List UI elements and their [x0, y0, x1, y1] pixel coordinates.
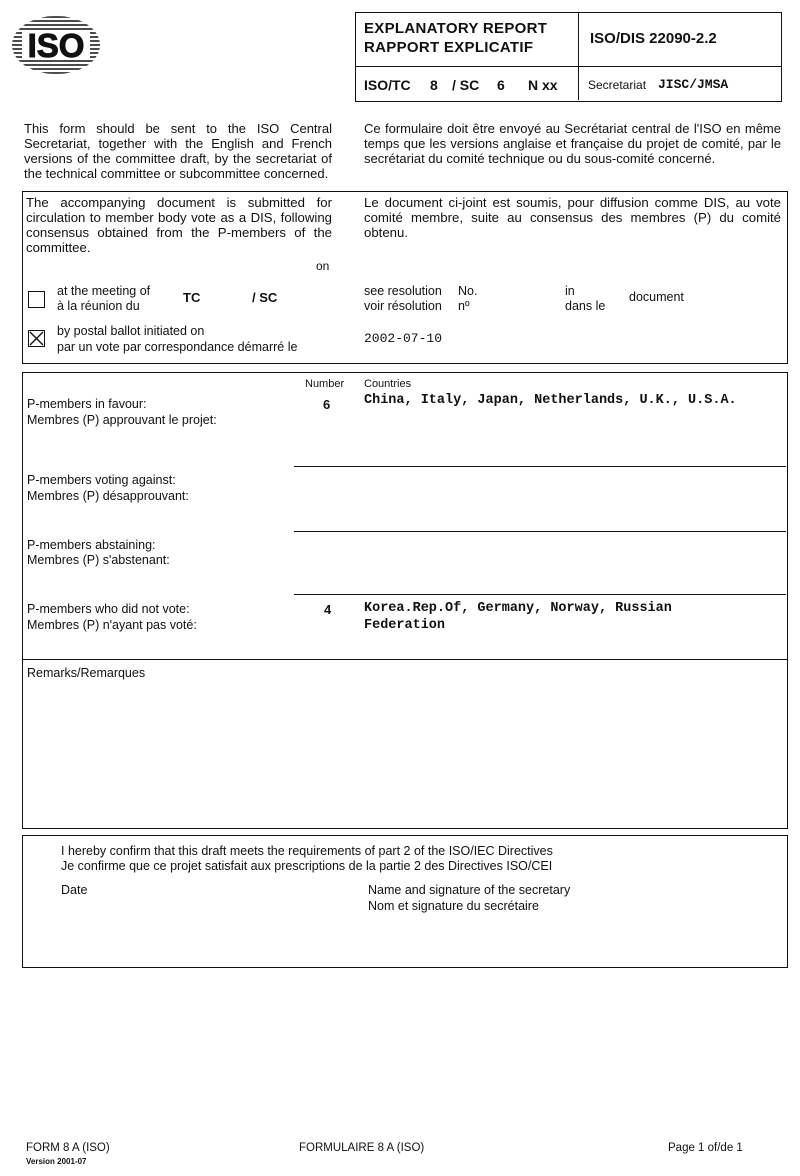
- against-fr: Membres (P) désapprouvant:: [27, 489, 189, 503]
- document-number: ISO/DIS 22090-2.2: [590, 30, 717, 47]
- svg-text:ISO: ISO: [27, 27, 85, 64]
- meeting-fr: à la réunion du: [57, 299, 140, 313]
- tc-value: 8: [430, 77, 438, 93]
- resolution-no-fr: nº: [458, 299, 470, 313]
- meeting-en: at the meeting of: [57, 284, 151, 298]
- sc-label: / SC: [452, 77, 480, 93]
- favour-number: 6: [323, 397, 331, 412]
- title-en: EXPLANATORY REPORT: [364, 20, 548, 37]
- intro-en: This form should be sent to the ISO Central Secretariat, together with the English and French versions of the committee draft, by the secretariat of the technical committee or subcommittee concerned.: [24, 121, 332, 181]
- resolution-no-en: No.: [458, 284, 478, 298]
- abstain-fr: Membres (P) s'abstenant:: [27, 553, 170, 567]
- submission-en: The accompanying document is submitted for circulation to member body vote as a DIS, following consensus obtained from the P-members of the committee.: [26, 195, 332, 255]
- date-label: Date: [61, 883, 88, 897]
- abstain-en: P-members abstaining:: [27, 538, 156, 552]
- remarks-area[interactable]: [24, 684, 784, 824]
- novote-countries-line2: Federation: [364, 618, 446, 633]
- divider: [22, 659, 787, 660]
- name-signature-en: Name and signature of the secretary: [368, 883, 571, 897]
- favour-fr: Membres (P) approuvant le projet:: [27, 413, 217, 427]
- novote-fr: Membres (P) n'ayant pas voté:: [27, 618, 197, 632]
- intro-fr: Ce formulaire doit être envoyé au Secrétariat central de l'ISO en même temps que les versions anglaise et française du projet de comité, par le secrétariat du comité technique ou du sous-comité concerné.: [364, 121, 781, 166]
- iso-logo: [8, 14, 104, 76]
- sc-value: 6: [497, 77, 505, 93]
- footer-version: Version 2001-07: [26, 1157, 87, 1166]
- secretariat-value: JISC/JMSA: [658, 77, 729, 92]
- postal-ballot-fr: par un vote par correspondance démarré le: [57, 340, 298, 354]
- tc-label: ISO/TC: [364, 77, 411, 93]
- divider: [294, 594, 786, 595]
- postal-ballot-checkbox[interactable]: [28, 330, 45, 347]
- meeting-tc-label: TC: [183, 290, 201, 305]
- novote-number: 4: [324, 602, 332, 617]
- novote-countries-line1: Korea.Rep.Of, Germany, Norway, Russian: [364, 601, 672, 616]
- countries-header: Countries: [364, 378, 412, 390]
- title-fr: RAPPORT EXPLICATIF: [364, 39, 534, 56]
- document-label: document: [629, 290, 684, 304]
- see-resolution-en: see resolution: [364, 284, 442, 298]
- submission-fr: Le document ci-joint est soumis, pour diffusion comme DIS, au vote comité membre, suite au consensus des membres (P) du comité obtenu.: [364, 195, 781, 240]
- meeting-sc-label: / SC: [252, 290, 278, 305]
- divider: [294, 466, 786, 467]
- postal-ballot-en: by postal ballot initiated on: [57, 324, 205, 338]
- remarks-label: Remarks/Remarques: [27, 666, 146, 680]
- novote-en: P-members who did not vote:: [27, 602, 190, 616]
- confirm-en: I hereby confirm that this draft meets the requirements of part 2 of the ISO/IEC Directives: [61, 844, 553, 858]
- confirm-fr: Je confirme que ce projet satisfait aux prescriptions de la partie 2 des Directives ISO/CEI: [61, 859, 553, 873]
- see-resolution-fr: voir résolution: [364, 299, 442, 313]
- footer-page: Page 1 of/de 1: [668, 1142, 743, 1154]
- favour-en: P-members in favour:: [27, 397, 147, 411]
- footer-form-fr: FORMULAIRE 8 A (ISO): [299, 1142, 425, 1154]
- meeting-checkbox[interactable]: [28, 291, 45, 308]
- favour-countries: China, Italy, Japan, Netherlands, U.K., U.S.A.: [364, 393, 737, 408]
- secretariat-label: Secretariat: [588, 78, 647, 92]
- in-en: in: [565, 284, 575, 298]
- checkmark-x-icon: [29, 331, 44, 346]
- footer-form-en: FORM 8 A (ISO): [26, 1142, 110, 1154]
- n-label: N xx: [528, 77, 558, 93]
- against-en: P-members voting against:: [27, 473, 176, 487]
- in-fr: dans le: [565, 299, 606, 313]
- on-label: on: [316, 259, 330, 273]
- number-header: Number: [305, 378, 345, 390]
- postal-ballot-date: 2002-07-10: [364, 331, 443, 346]
- divider: [294, 531, 786, 532]
- name-signature-fr: Nom et signature du secrétaire: [368, 899, 539, 913]
